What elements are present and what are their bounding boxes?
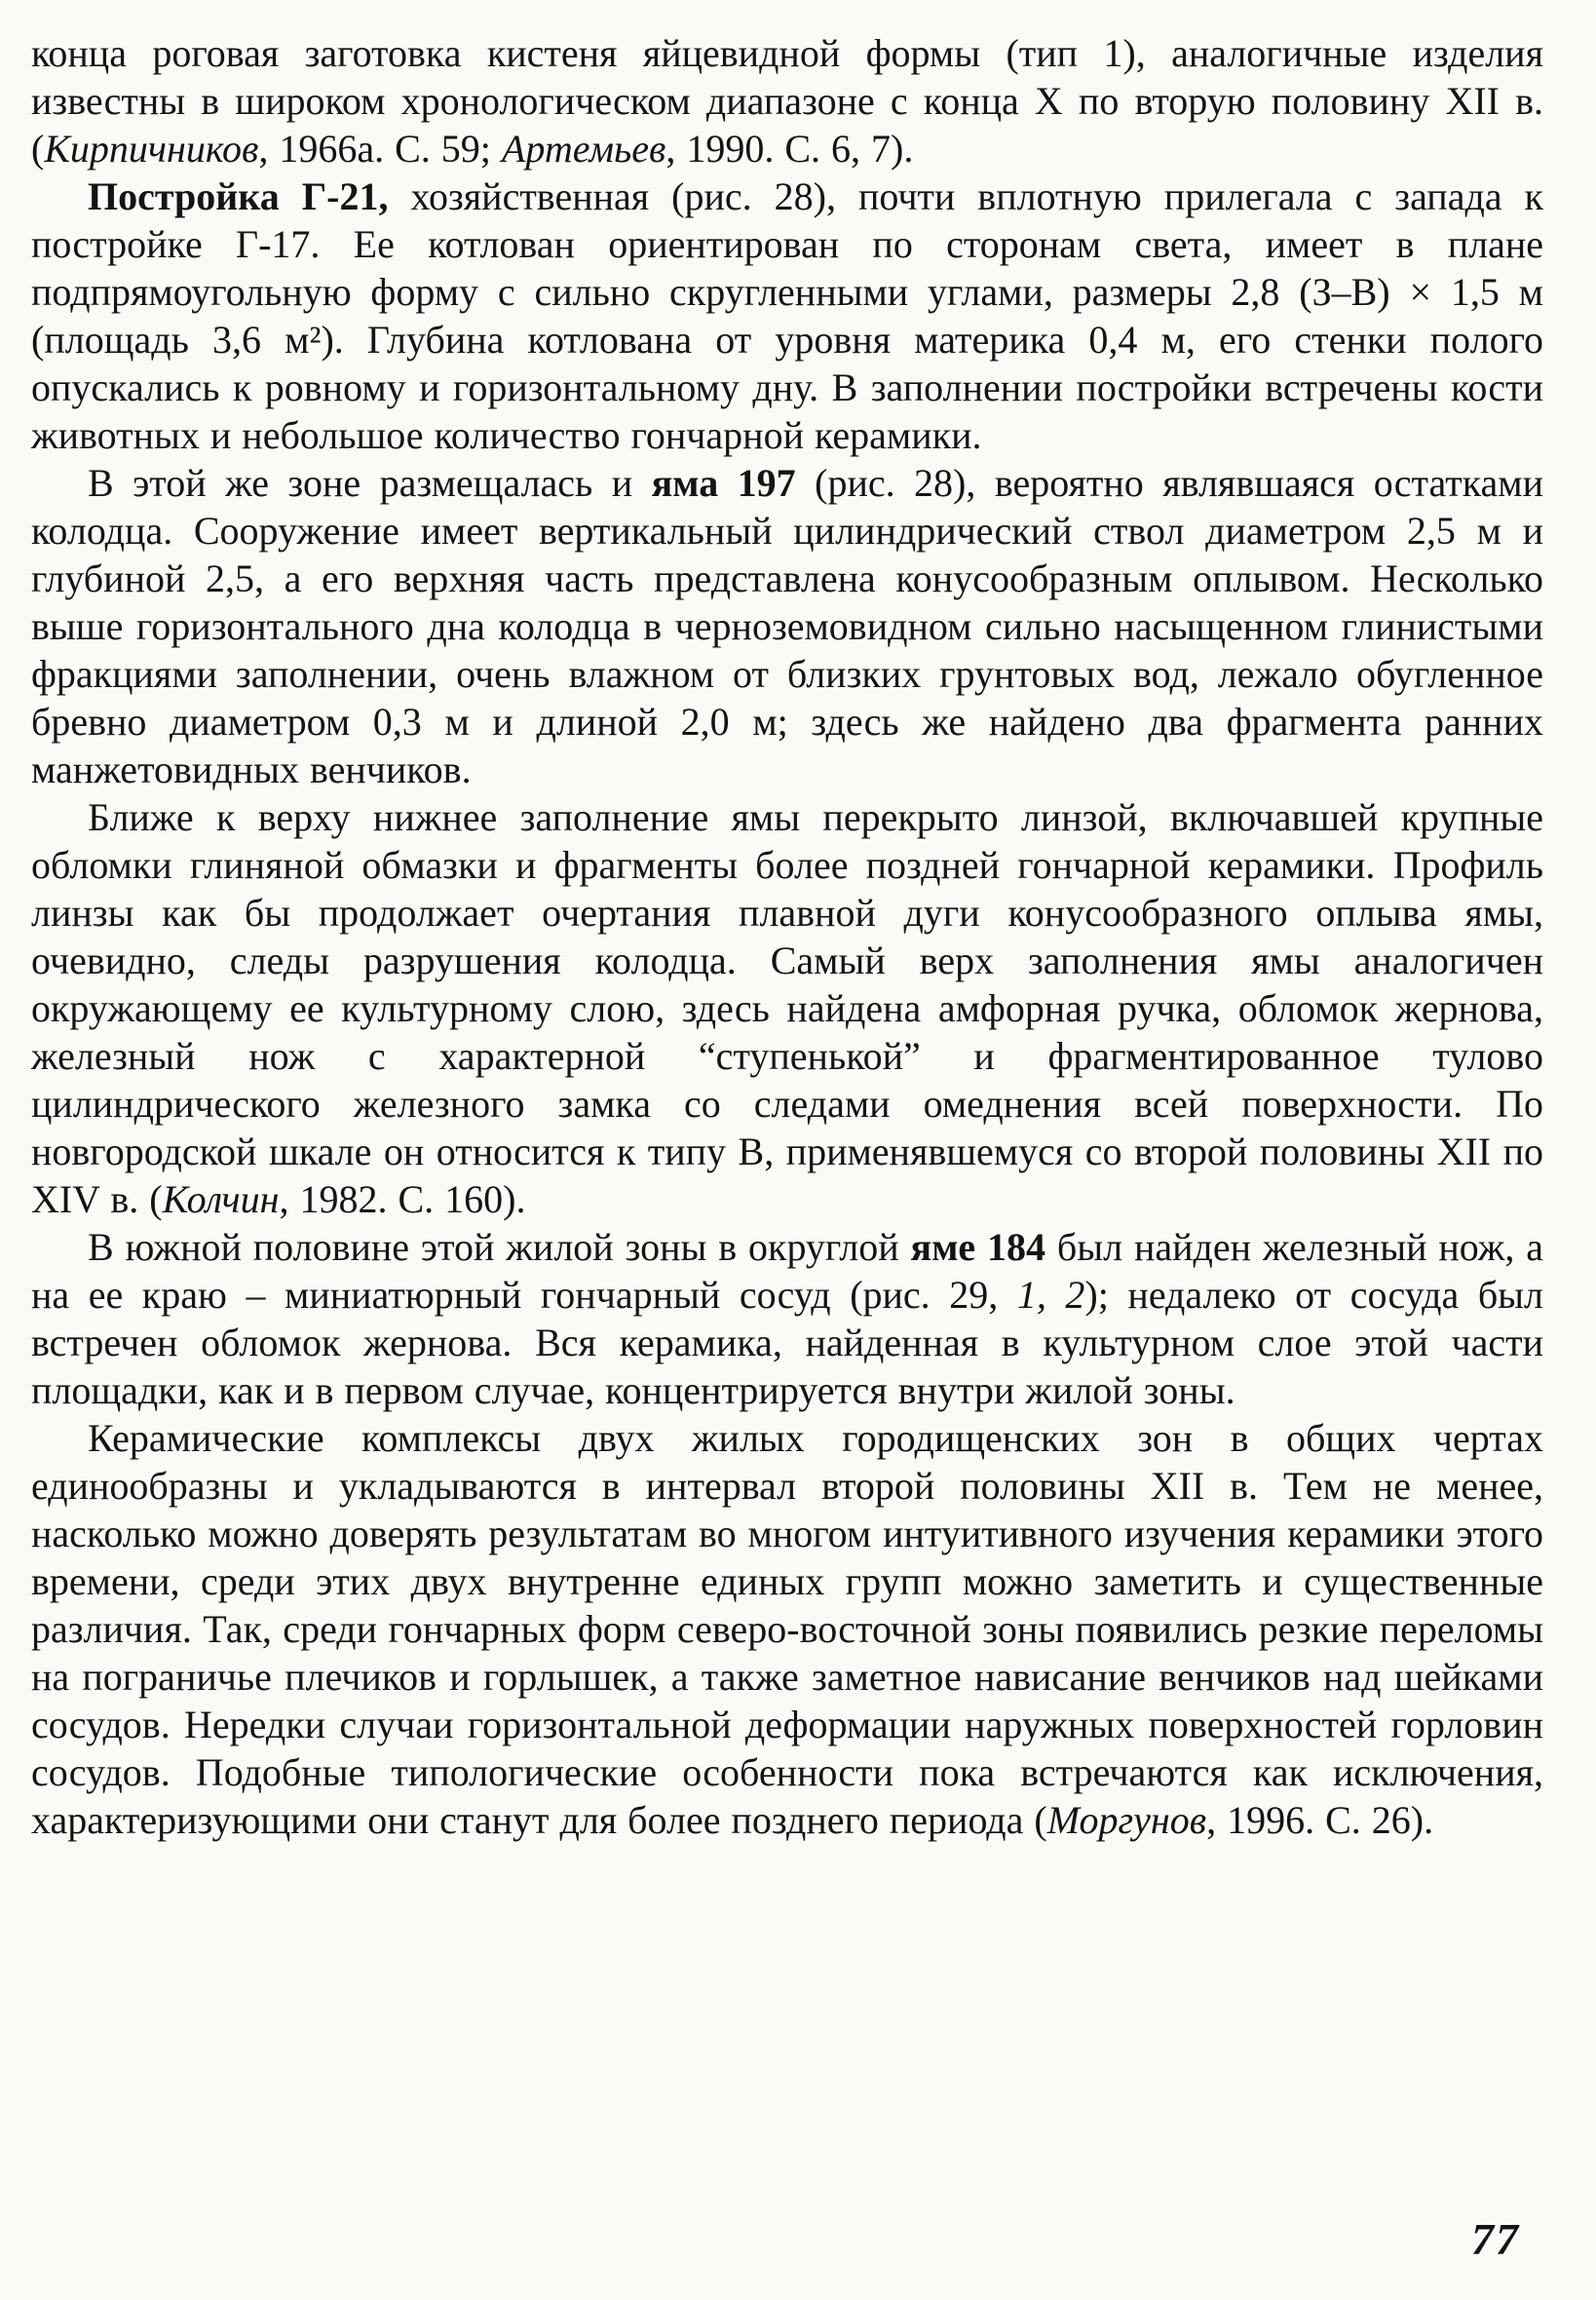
text-run: , 1966а. С. 59; (258, 127, 502, 171)
text-run: , 1982. С. 160). (279, 1177, 526, 1221)
text-run-bold: яме 184 (910, 1225, 1046, 1269)
text-run: был найден железный нож, а на ее краю – миниатюрный гончарный сосуд (рис. 29, (31, 1225, 1544, 1317)
text-run-italic: Кирпичников (44, 127, 259, 171)
text-run: , 1990. С. 6, 7). (665, 127, 914, 171)
paragraph-yama-184 (31, 1223, 1543, 1414)
page-number: 77 (1471, 2214, 1520, 2264)
text-run-italic: Колчин (162, 1177, 280, 1221)
paragraph-postroyka-g21 (31, 172, 1543, 459)
text-run-italic: Моргунов (1046, 1798, 1207, 1842)
text-run: Керамические комплексы двух жилых городищенских зон в общих чертах единообразны и укладываются в интервал второй половины XII в. Тем не менее, насколько можно доверять результатам во многом интуитивного изучения керамики этого времени, среди этих двух внутренне единых групп можно заметить и существенные различия. Так, среди гончарных форм северо-восточной зоны появились резкие переломы на пограничье плечиков и горлышек, а также заметное нависание венчиков над шейками сосудов. Нередки случаи горизонтальной деформации наружных поверхностей горловин сосудов. Подобные типологические особенности пока встречаются как исключения, характеризующими они станут для более позднего периода ( (31, 1416, 1543, 1842)
text-run-italic: Артемьев (501, 127, 666, 171)
text-run-bold: Постройка Г-21, (88, 174, 389, 218)
text-run: Ближе к верху нижнее заполнение ямы перекрыто линзой, включавшей крупные обломки глиняной обмазки и фрагменты более поздней гончарной керамики. Профиль линзы как бы продолжает очертания плавной дуги конусообразного оплыва ямы, очевидно, следы разрушения колодца. Самый верх заполнения ямы аналогичен окружающему ее культурному слою, здесь найдена амфорная ручка, обломок жернова, железный нож с характерной “ступенькой” и фрагментированное тулово цилиндрического железного замка со следами омеднения всей поверхности. По новгородской шкале он относится к типу В, применявшемуся со второй половины XII по XIV в. ( (31, 795, 1543, 1221)
paragraph-continuation (31, 29, 1543, 172)
paragraph-linza (31, 793, 1543, 1223)
text-run: В этой же зоне размещалась и (88, 461, 652, 505)
text-run: , 1996. С. 26). (1206, 1798, 1434, 1842)
text-run-bold: яма 197 (651, 461, 796, 505)
text-run: В южной половине этой жилой зоны в округлой (88, 1225, 911, 1269)
text-run: конца роговая заготовка кистеня яйцевидной формы (тип 1), аналогичные изделия известны в широком хронологическом диапазоне с конца X по вторую половину XII в. ( (31, 31, 1543, 171)
text-run-italic: 1, 2 (1016, 1273, 1085, 1317)
text-run: (рис. 28), вероятно являвшаяся остатками колодца. Сооружение имеет вертикальный цилиндрический ствол диаметром 2,5 м и глубиной 2,5, а его верхняя часть представлена конусообразным оплывом. Несколько выше горизонтального дна колодца в черноземовидном сильно насыщенном глинистыми фракциями заполнении, очень влажном от близких грунтовых вод, лежало обугленное бревно диаметром 0,3 м и длиной 2,0 м; здесь же найдено два фрагмента ранних манжетовидных венчиков. (31, 461, 1543, 791)
text-run: хозяйственная (рис. 28), почти вплотную прилегала с запада к постройке Г-17. Ее котлован ориентирован по сторонам света, имеет в плане подпрямоугольную форму с сильно скругленными углами, размеры 2,8 (З–В) × 1,5 м (площадь 3,6 м²). Глубина котлована от уровня материка 0,4 м, его стенки полого опускались к ровному и горизонтальному дну. В заполнении постройки встречены кости животных и небольшое количество гончарной керамики. (31, 174, 1543, 457)
paragraph-keramicheskie-kompleksy (31, 1414, 1543, 1844)
paragraph-yama-197 (31, 459, 1543, 793)
text-run: ); недалеко от сосуда был встречен обломок жернова. Вся керамика, найденная в культурном слое этой части площадки, как и в первом случае, концентрируется внутри жилой зоны. (31, 1273, 1544, 1412)
